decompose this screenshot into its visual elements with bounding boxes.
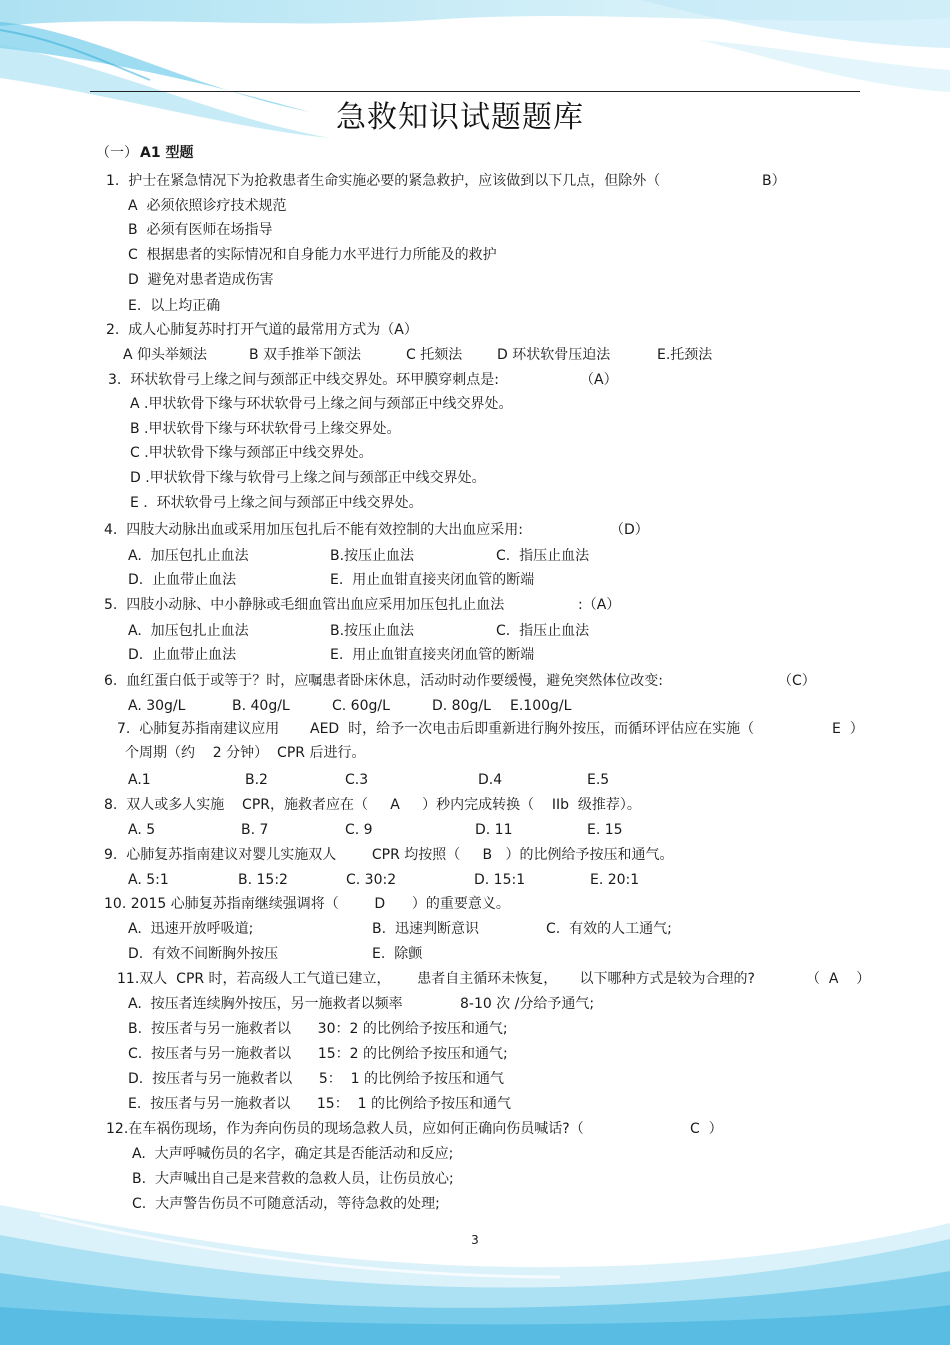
option: C 根据患者的实际情况和自身能力水平进行力所能及的救护 bbox=[128, 247, 497, 263]
option: D. 80g/L bbox=[432, 698, 491, 714]
answer-6: （C） bbox=[778, 673, 816, 689]
option: E. 20:1 bbox=[590, 872, 640, 888]
option: C. 指压止血法 bbox=[496, 623, 590, 639]
option: D. 11 bbox=[475, 822, 513, 838]
option: D. 止血带止血法 bbox=[128, 647, 237, 663]
question-11: 11.双人 CPR 时，若高级人工气道已建立， 患者自主循环未恢复， 以下哪种方式是较为合理的? bbox=[117, 971, 755, 987]
option: C.3 bbox=[345, 772, 369, 788]
question-4: 4. 四肢大动脉出血或采用加压包扎后不能有效控制的大出血应采用: bbox=[104, 522, 523, 538]
answer-5: :（A） bbox=[578, 597, 621, 613]
answer-1: B） bbox=[762, 173, 786, 189]
question-5: 5. 四肢小动脉、中小静脉或毛细血管出血应采用加压包扎止血法 bbox=[104, 597, 505, 613]
option: A. 5 bbox=[128, 822, 156, 838]
question-8: 8. 双人或多人实施 CPR，施救者应在（ A ）秒内完成转换（ IIb 级推荐）。 bbox=[104, 797, 641, 813]
option: B 必须有医师在场指导 bbox=[128, 222, 273, 238]
section-heading: A1 型题 bbox=[140, 145, 194, 161]
option: E. 用止血钳直接夹闭血管的断端 bbox=[330, 647, 535, 663]
question-7-cont: AED 时，给予一次电击后即重新进行胸外按压，而循环评估应在实施（ bbox=[310, 721, 755, 737]
option: A. 加压包扎止血法 bbox=[128, 623, 249, 639]
question-3: 3. 环状软骨弓上缘之间与颈部正中线交界处。环甲膜穿刺点是: bbox=[108, 372, 499, 388]
option: E. 按压者与另一施救者以 15： 1 的比例给予按压和通气 bbox=[128, 1096, 511, 1112]
option: C 托颏法 bbox=[406, 347, 463, 363]
question-7-line2: 个周期（约 2 分钟） CPR 后进行。 bbox=[125, 745, 366, 761]
option: C. 指压止血法 bbox=[496, 548, 590, 564]
option: D. 15:1 bbox=[474, 872, 526, 888]
option: A 仰头举颏法 bbox=[123, 347, 208, 363]
answer-4: （D） bbox=[610, 522, 649, 538]
answer-12: C ） bbox=[690, 1121, 723, 1137]
option: E . 环状软骨弓上缘之间与颈部正中线交界处。 bbox=[130, 495, 423, 511]
option: D .甲状软骨下缘与软骨弓上缘之间与颈部正中线交界处。 bbox=[130, 470, 486, 486]
option: A. 按压者连续胸外按压，另一施救者以频率 bbox=[128, 996, 403, 1012]
option: B. 15:2 bbox=[238, 872, 288, 888]
option: D. 有效不间断胸外按压 bbox=[128, 946, 279, 962]
option: C. 按压者与另一施救者以 15：2 的比例给予按压和通气; bbox=[128, 1046, 508, 1062]
option: B. 大声喊出自己是来营救的急救人员，让伤员放心; bbox=[132, 1171, 454, 1187]
answer-11: （ A ） bbox=[806, 971, 871, 987]
question-10: 10. 2015 心肺复苏指南继续强调将（ D ）的重要意义。 bbox=[104, 896, 510, 912]
option: C. 大声警告伤员不可随意活动，等待急救的处理; bbox=[132, 1196, 440, 1212]
option: E.托颈法 bbox=[657, 347, 713, 363]
question-9: 9. 心肺复苏指南建议对婴儿实施双人 CPR 均按照（ B ）的比例给予按压和通气。 bbox=[104, 847, 674, 863]
option: A. 迅速开放呼吸道; bbox=[128, 921, 254, 937]
option: C. 30:2 bbox=[346, 872, 397, 888]
option: A.1 bbox=[128, 772, 151, 788]
option: D 避免对患者造成伤害 bbox=[128, 272, 274, 288]
option-cont: 8-10 次 /分给予通气; bbox=[460, 996, 595, 1012]
option: B. 40g/L bbox=[232, 698, 290, 714]
option: A. 30g/L bbox=[128, 698, 186, 714]
option: A. 加压包扎止血法 bbox=[128, 548, 249, 564]
option: B.按压止血法 bbox=[330, 623, 415, 639]
option: E. 15 bbox=[587, 822, 623, 838]
answer-3: （A） bbox=[580, 372, 618, 388]
option: E.100g/L bbox=[510, 698, 572, 714]
section-prefix: （一） bbox=[96, 145, 138, 161]
option: B.2 bbox=[245, 772, 268, 788]
option: E. 以上均正确 bbox=[128, 298, 221, 314]
question-7: 7. 心肺复苏指南建议应用 bbox=[117, 721, 280, 737]
option: C. 有效的人工通气; bbox=[546, 921, 672, 937]
option: D. 按压者与另一施救者以 5： 1 的比例给予按压和通气 bbox=[128, 1071, 504, 1087]
question-2: 2. 成人心肺复苏时打开气道的最常用方式为（A） bbox=[106, 322, 418, 338]
option: B. 7 bbox=[241, 822, 269, 838]
option: B 双手推举下颌法 bbox=[249, 347, 362, 363]
option: A. 5:1 bbox=[128, 872, 169, 888]
question-6: 6. 血红蛋白低于或等于？时，应嘱患者卧床休息，活动时动作要缓慢，避免突然体位改变: bbox=[104, 673, 663, 689]
option: C. 9 bbox=[345, 822, 373, 838]
page-number: 3 bbox=[471, 1233, 479, 1247]
answer-7: E ） bbox=[832, 721, 864, 737]
option: C. 60g/L bbox=[332, 698, 390, 714]
question-12: 12.在车祸伤现场，作为奔向伤员的现场急救人员，应如何正确向伤员喊话?（ bbox=[106, 1121, 584, 1137]
option: A .甲状软骨下缘与环状软骨弓上缘之间与颈部正中线交界处。 bbox=[130, 396, 513, 412]
option: A 必须依照诊疗技术规范 bbox=[128, 198, 287, 214]
question-1: 1. 护士在紧急情况下为抢救患者生命实施必要的紧急救护，应该做到以下几点，但除外（ bbox=[106, 173, 661, 189]
option: B. 按压者与另一施救者以 30：2 的比例给予按压和通气; bbox=[128, 1021, 508, 1037]
option: E.5 bbox=[587, 772, 610, 788]
option: B .甲状软骨下缘与环状软骨弓上缘交界处。 bbox=[130, 421, 401, 437]
option: D 环状软骨压迫法 bbox=[497, 347, 611, 363]
option: B.按压止血法 bbox=[330, 548, 415, 564]
page-title: 急救知识试题题库 bbox=[336, 100, 584, 135]
option: E. 除颤 bbox=[372, 946, 423, 962]
option: C .甲状软骨下缘与颈部正中线交界处。 bbox=[130, 445, 373, 461]
option: A. 大声呼喊伤员的名字，确定其是否能活动和反应; bbox=[132, 1146, 454, 1162]
option: B. 迅速判断意识 bbox=[372, 921, 479, 937]
option: E. 用止血钳直接夹闭血管的断端 bbox=[330, 572, 535, 588]
option: D.4 bbox=[478, 772, 503, 788]
option: D. 止血带止血法 bbox=[128, 572, 237, 588]
